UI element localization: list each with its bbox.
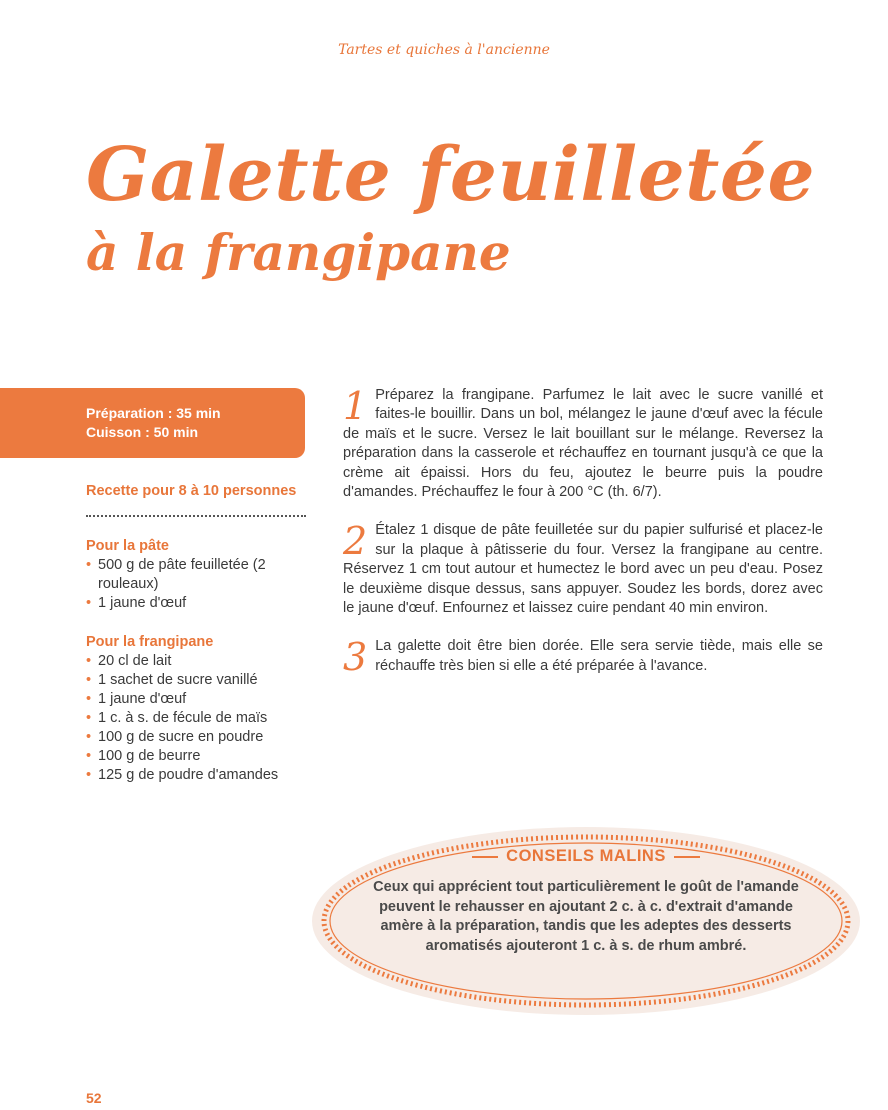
ingredients-pate-title: Pour la pâte — [86, 538, 169, 554]
step-text: Étalez 1 disque de pâte feuilletée sur du papier sulfurisé et placez-le sur la plaque à pâtisserie du four. Versez la frangipane au centre. Réservez 1 cm tout autour et humectez le bord avec un peu d'eau. Posez le deuxième disque dessus, sans appuyer. Soudez les bords, dorez avec le jaune d'œuf. Enfournez et laissez cuire pendant 40 min environ. — [343, 522, 823, 617]
preparation-time: Préparation : 35 min — [86, 405, 221, 421]
ingredient-item: • 100 g de beurre — [86, 747, 306, 766]
step-number: 3 — [343, 635, 368, 680]
servings: Recette pour 8 à 10 personnes — [86, 482, 306, 517]
recipe-title — [86, 132, 816, 282]
recipe-title-line1: Galette feuilletée — [86, 132, 816, 218]
heading-dash-right — [674, 856, 700, 858]
tips-oval — [308, 823, 864, 1019]
ingredient-item: • 1 jaune d'œuf — [86, 690, 306, 709]
step-number: 1 — [343, 384, 368, 428]
ingredient-item: • 500 g de pâte feuilletée (2 rouleaux) — [86, 556, 306, 594]
tips-heading — [368, 847, 804, 866]
page-number: 52 — [86, 1090, 102, 1106]
recipe-step — [343, 521, 823, 618]
ingredients-sidebar — [86, 482, 306, 785]
tips-title: CONSEILS MALINS — [506, 847, 666, 865]
timing-box — [0, 388, 305, 458]
ingredient-item: • 1 c. à s. de fécule de maïs — [86, 709, 306, 728]
ingredient-item: • 1 sachet de sucre vanillé — [86, 671, 306, 690]
step-text: La galette doit être bien dorée. Elle sera servie tiède, mais elle se réchauffe très bien si elle a été préparée à l'avance. — [375, 638, 823, 674]
ingredient-item: • 100 g de sucre en poudre — [86, 728, 306, 747]
cooking-time: Cuisson : 50 min — [86, 424, 199, 440]
ingredient-item: • 20 cl de lait — [86, 652, 306, 671]
recipe-steps — [343, 386, 823, 695]
ingredients-frangipane-title: Pour la frangipane — [86, 634, 214, 650]
running-head: Tartes et quiches à l'ancienne — [338, 42, 550, 58]
recipe-step — [343, 386, 823, 502]
step-text: Préparez la frangipane. Parfumez le lait avec le sucre vanillé et faites-le bouillir. Dans un bol, mélangez le jaune d'œuf avec la fécule de maïs et le sucre. Versez le lait bouillant sur le mélange. Reversez la préparation dans la casserole et réchauffez en tournant jusqu'à ce que la crème ait épaissi. Hors du feu, ajoutez le beurre puis la poudre d'amandes. Préchauffez le four à 200 °C (th. 6/7). — [343, 387, 823, 501]
tips-text: Ceux qui apprécient tout particulièrement le goût de l'amande peuvent le rehausser en ajoutant 2 c. à c. d'extrait d'amande amère à la préparation, tandis que les adeptes des desserts aromatisés ajouteront 1 c. à s. de rhum ambré. — [373, 879, 799, 954]
ingredients-frangipane-list — [86, 652, 306, 785]
ingredient-item: • 125 g de poudre d'amandes — [86, 766, 306, 785]
ingredients-pate-list — [86, 556, 306, 613]
recipe-step — [343, 635, 823, 680]
ingredient-item: • 1 jaune d'œuf — [86, 594, 306, 613]
tips-content — [368, 847, 804, 956]
step-number: 2 — [343, 519, 368, 564]
recipe-title-line2: à la frangipane — [86, 223, 511, 282]
heading-dash-left — [472, 856, 498, 858]
